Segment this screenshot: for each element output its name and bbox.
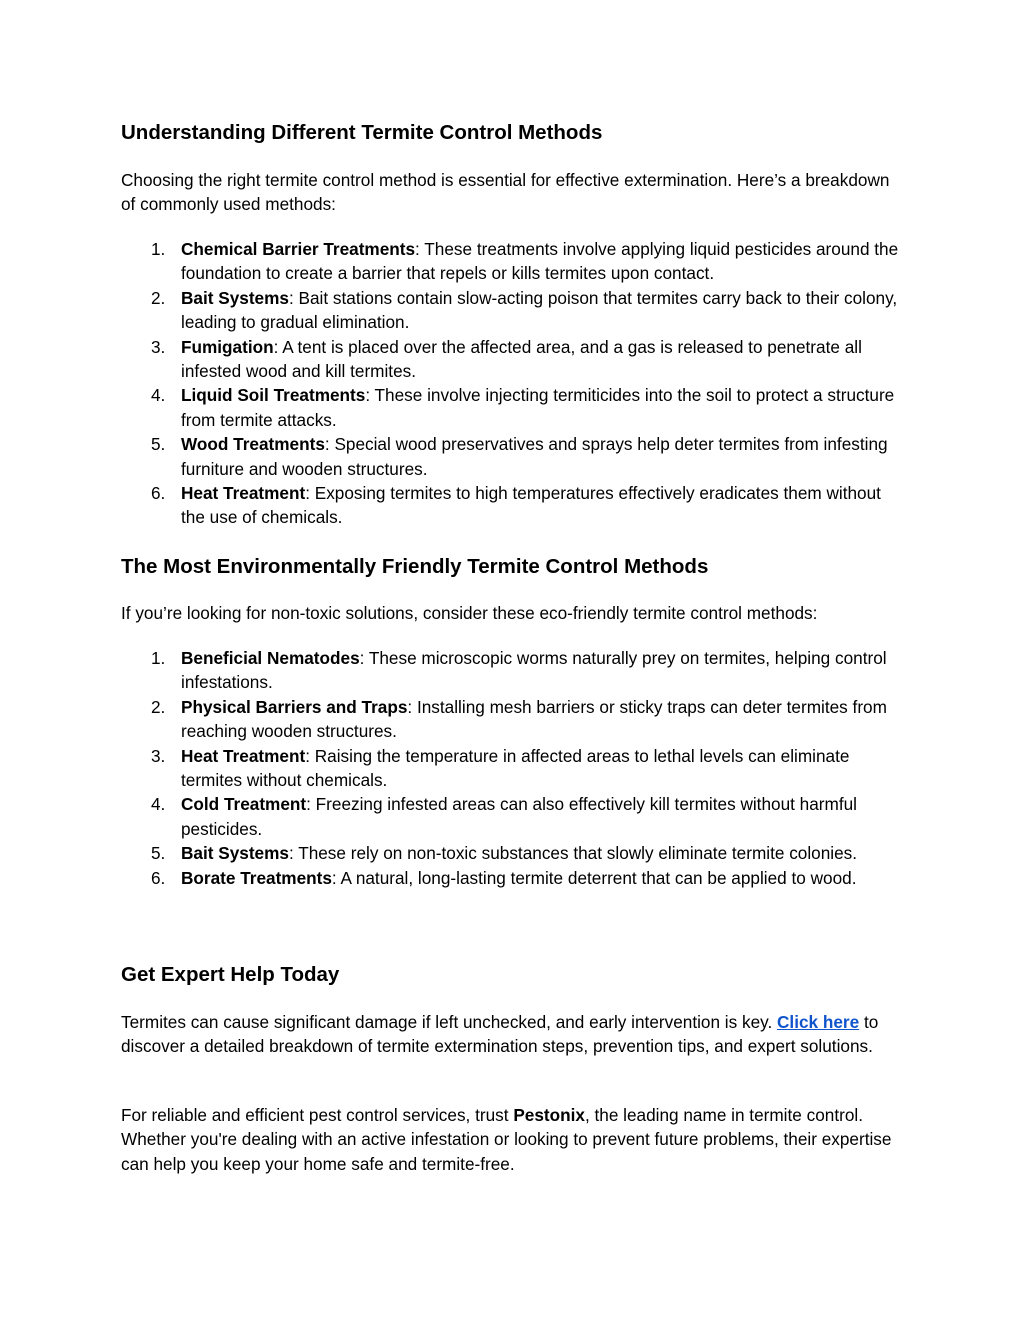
list-number: 6. bbox=[151, 483, 166, 504]
list-item-text: : Special wood preservatives and sprays help deter termites from infesting furniture and wooden structures. bbox=[181, 434, 888, 479]
list-item bbox=[121, 646, 901, 695]
eco-methods-list bbox=[121, 646, 901, 890]
list-item-text: : A tent is placed over the affected area, and a gas is released to penetrate all infested wood and kill termites. bbox=[181, 336, 862, 382]
section-heading-eco-friendly: The Most Environmentally Friendly Termite Control Methods bbox=[121, 555, 709, 578]
list-item bbox=[121, 286, 901, 335]
list-number: 5. bbox=[151, 434, 166, 455]
list-item bbox=[121, 432, 901, 481]
list-item bbox=[121, 866, 901, 890]
list-number: 1. bbox=[151, 648, 166, 668]
list-item bbox=[121, 383, 901, 432]
list-item-text: : Freezing infested areas can also effectively kill termites without harmful pesticides. bbox=[181, 794, 857, 839]
section-intro-eco-friendly: If you’re looking for non-toxic solutions, consider these eco-friendly termite control methods: bbox=[121, 603, 818, 623]
list-item-text: : Exposing termites to high temperatures effectively eradicates them without the use of chemicals. bbox=[181, 483, 881, 528]
list-item-text: : Raising the temperature in affected areas to lethal levels can eliminate termites without chemicals. bbox=[181, 745, 850, 791]
list-item bbox=[121, 695, 901, 744]
list-item-term: Physical Barriers and Traps bbox=[181, 696, 408, 717]
list-number: 1. bbox=[151, 239, 166, 259]
list-number: 2. bbox=[151, 696, 166, 717]
list-number: 6. bbox=[151, 867, 166, 888]
pestonix-paragraph bbox=[121, 1103, 901, 1176]
list-number: 4. bbox=[151, 385, 166, 406]
list-number: 4. bbox=[151, 794, 166, 815]
paragraph-text: , the leading name in termite control. Whether you're dealing with an active infestation or looking to prevent future problems, their expertise can help you keep your home safe and termite-free. bbox=[121, 1105, 892, 1174]
control-methods-list bbox=[121, 237, 901, 530]
list-number: 2. bbox=[151, 287, 166, 308]
list-item bbox=[121, 335, 901, 384]
list-number: 3. bbox=[151, 745, 166, 766]
list-item-term: Beneficial Nematodes bbox=[181, 648, 360, 668]
list-item-term: Fumigation bbox=[181, 336, 274, 357]
list-item-term: Liquid Soil Treatments bbox=[181, 385, 366, 406]
list-item-term: Cold Treatment bbox=[181, 794, 307, 815]
list-item bbox=[121, 237, 901, 286]
expert-help-paragraph bbox=[121, 1010, 901, 1059]
section-heading-control-methods: Understanding Different Termite Control Methods bbox=[121, 121, 603, 144]
paragraph-text: to discover a detailed breakdown of termite extermination steps, prevention tips, and expert solutions. bbox=[121, 1012, 879, 1057]
list-item-text: : These involve injecting termiticides into the soil to protect a structure from termite attacks. bbox=[181, 385, 895, 430]
list-item bbox=[121, 481, 901, 530]
list-item-term: Heat Treatment bbox=[181, 745, 306, 766]
list-item-text: : Bait stations contain slow-acting poison that termites carry back to their colony, leading to gradual elimination. bbox=[181, 287, 898, 333]
list-item bbox=[121, 841, 901, 865]
paragraph-text: Termites can cause significant damage if left unchecked, and early intervention is key. bbox=[121, 1012, 778, 1032]
list-item-text: : These treatments involve applying liquid pesticides around the foundation to create a barrier that repels or kills termites upon contact. bbox=[181, 239, 899, 284]
list-item-term: Bait Systems bbox=[181, 287, 289, 308]
section-intro-control-methods: Choosing the right termite control method is essential for effective extermination. Here’s a breakdown of commonly used methods: bbox=[121, 170, 890, 215]
list-item-text: : A natural, long-lasting termite deterrent that can be applied to wood. bbox=[331, 867, 857, 888]
list-item-term: Heat Treatment bbox=[181, 483, 306, 504]
list-number: 5. bbox=[151, 843, 166, 864]
list-item-term: Wood Treatments bbox=[181, 434, 325, 455]
list-item-term: Borate Treatments bbox=[181, 867, 332, 888]
paragraph-text: For reliable and efficient pest control services, trust bbox=[121, 1105, 514, 1125]
click-here-link[interactable]: Click here bbox=[777, 1012, 860, 1032]
list-item bbox=[121, 792, 901, 841]
list-item-term: Chemical Barrier Treatments bbox=[181, 239, 416, 259]
list-item bbox=[121, 744, 901, 793]
list-number: 3. bbox=[151, 336, 166, 357]
list-item-text: : These microscopic worms naturally prey on termites, helping control infestations. bbox=[181, 648, 887, 693]
section-heading-expert-help: Get Expert Help Today bbox=[121, 963, 340, 986]
list-item-text: : Installing mesh barriers or sticky traps can deter termites from reaching wooden structures. bbox=[181, 696, 887, 742]
brand-name: Pestonix bbox=[513, 1105, 585, 1125]
list-item-text: : These rely on non-toxic substances that slowly eliminate termite colonies. bbox=[288, 843, 858, 864]
list-item-term: Bait Systems bbox=[181, 843, 289, 864]
